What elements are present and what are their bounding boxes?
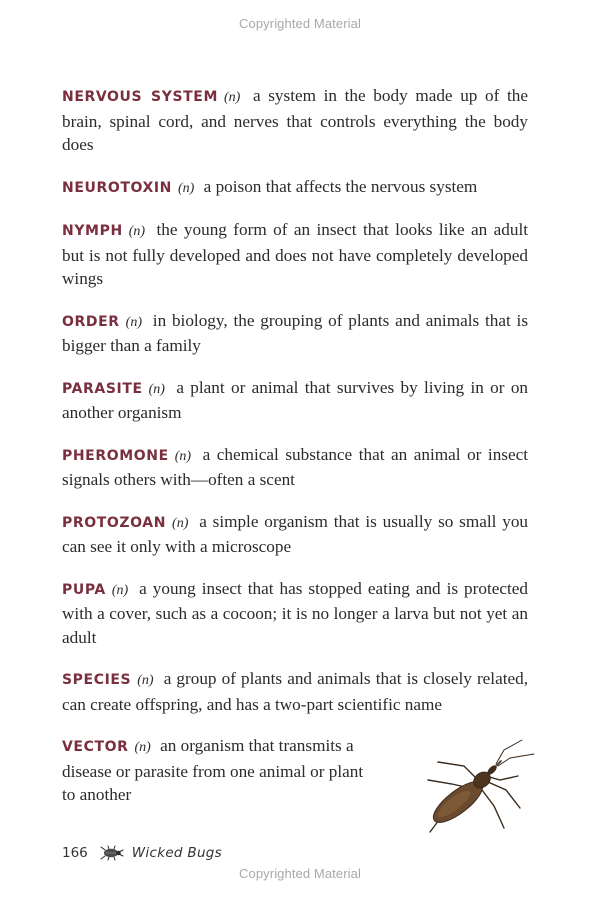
glossary-term: NYMPH	[62, 223, 123, 239]
glossary-definition: a plant or animal that survives by living in or on another organism	[62, 377, 529, 422]
glossary-term: NERVOUS SYSTEM	[62, 89, 218, 105]
glossary-term: ORDER	[62, 313, 120, 330]
part-of-speech: (n)	[172, 515, 189, 531]
glossary-entry	[62, 667, 528, 716]
part-of-speech: (n)	[174, 448, 192, 464]
glossary-entry	[62, 218, 528, 291]
glossary-entry	[62, 309, 528, 358]
book-title: Wicked Bugs	[131, 845, 223, 861]
glossary-term: SPECIES	[62, 672, 132, 688]
glossary-entry	[62, 84, 528, 157]
copyright-watermark-bottom: Copyrighted Material	[239, 866, 361, 881]
page-footer	[62, 842, 222, 864]
glossary-entry	[62, 376, 528, 425]
glossary-definition: an organism that transmits a disease or parasite from one animal or plant to another	[62, 736, 364, 804]
glossary-term: PUPA	[62, 581, 106, 598]
glossary-term: PARASITE	[62, 380, 143, 397]
part-of-speech: (n)	[134, 740, 151, 755]
part-of-speech: (n)	[125, 314, 142, 330]
glossary-definition: a simple organism that is usually so small you can see it only with a microscope	[62, 511, 529, 556]
glossary-entry	[62, 510, 528, 559]
glossary-term: VECTOR	[62, 739, 129, 755]
glossary-entry	[62, 443, 528, 492]
glossary-definition: a young insect that has stopped eating and is protected with a cover, such as a cocoon; it is no longer a larva but not yet an adult	[62, 578, 529, 647]
glossary-definition: a system in the body made up of the brain, spinal cord, and nerves that controls everything the body does	[62, 86, 529, 154]
glossary-definition: a chemical substance that an animal or insect signals others with—often a scent	[62, 444, 529, 489]
glossary-definition: in biology, the grouping of plants and animals that is bigger than a family	[62, 310, 529, 355]
glossary-entry	[62, 175, 528, 201]
part-of-speech: (n)	[128, 224, 146, 239]
glossary-definition: the young form of an insect that looks like an adult but is not fully developed and does not have completely developed wings	[62, 220, 529, 288]
copyright-watermark-top: Copyrighted Material	[239, 16, 361, 31]
beetle-icon	[98, 845, 124, 861]
glossary-entry	[62, 577, 528, 650]
glossary-term: NEUROTOXIN	[62, 179, 173, 196]
part-of-speech: (n)	[148, 381, 165, 397]
glossary-term: PROTOZOAN	[62, 514, 167, 531]
glossary-term: PHEROMONE	[62, 447, 169, 464]
part-of-speech: (n)	[137, 673, 154, 688]
glossary-definition: a group of plants and animals that is closely related, can create offspring, and has a two-part scientific name	[62, 669, 528, 714]
part-of-speech: (n)	[223, 90, 241, 105]
glossary-list	[62, 84, 528, 825]
page-number: 166	[62, 845, 88, 861]
assassin-bug-icon	[408, 736, 540, 840]
glossary-definition: a poison that affects the nervous system	[203, 176, 478, 196]
part-of-speech: (n)	[178, 180, 195, 196]
glossary-entry	[62, 734, 374, 807]
part-of-speech: (n)	[111, 582, 129, 598]
